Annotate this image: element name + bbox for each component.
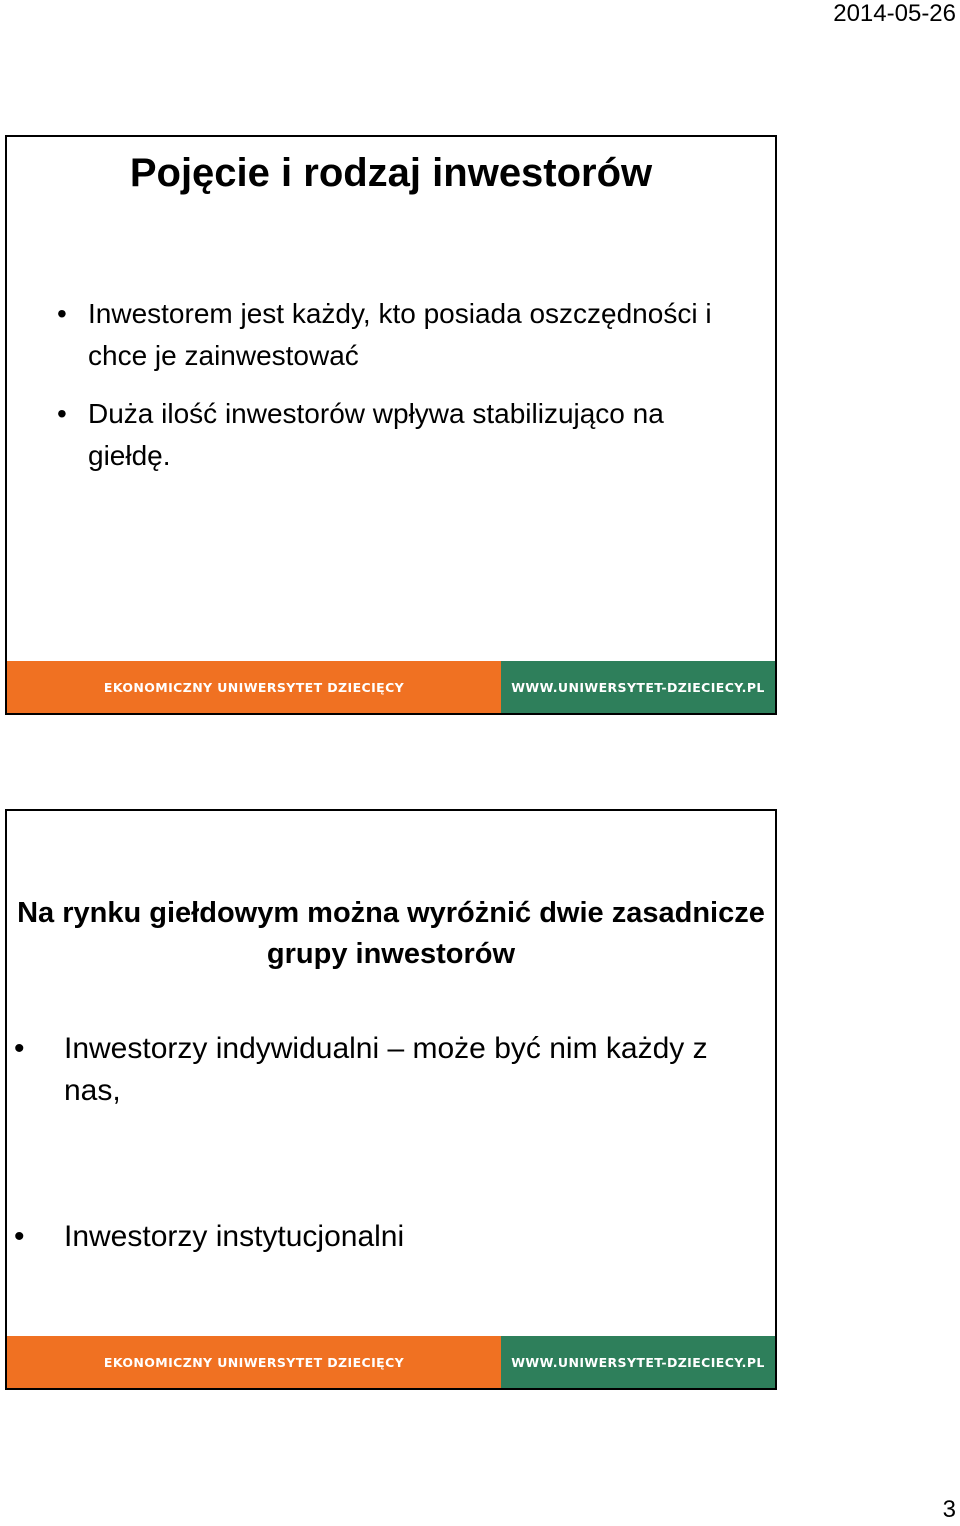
bullet-icon: • bbox=[57, 298, 67, 329]
bullet-list bbox=[7, 1028, 775, 1258]
bullet-item bbox=[7, 293, 775, 377]
slide-1 bbox=[5, 135, 777, 715]
slide-2 bbox=[5, 809, 777, 1390]
slide-footer bbox=[7, 661, 775, 713]
footer-left-bar bbox=[7, 1336, 501, 1388]
bullet-text: Inwestorzy instytucjonalni bbox=[64, 1220, 405, 1253]
footer-right-bar bbox=[501, 661, 775, 713]
page-date: 2014-05-26 bbox=[833, 0, 956, 27]
bullet-item bbox=[7, 1028, 775, 1112]
slide-title: Na rynku giełdowym można wyróżnić dwie zasadnicze grupy inwestorów bbox=[17, 897, 765, 970]
bullet-text: Duża ilość inwestorów wpływa stabilizująco na giełdę. bbox=[88, 398, 664, 471]
footer-university-name: EKONOMICZNY UNIWERSYTET DZIECIĘCY bbox=[103, 1354, 405, 1370]
bullet-icon: • bbox=[14, 1032, 25, 1065]
footer-right-bar bbox=[501, 1336, 775, 1388]
footer-university-name: EKONOMICZNY UNIWERSYTET DZIECIĘCY bbox=[103, 679, 405, 695]
bullet-item bbox=[7, 393, 775, 477]
footer-website: WWW.UNIWERSYTET-DZIECIECY.PL bbox=[511, 1354, 765, 1370]
bullet-list bbox=[7, 293, 775, 493]
footer-website: WWW.UNIWERSYTET-DZIECIECY.PL bbox=[511, 679, 765, 695]
slide-title: Pojęcie i rodzaj inwestorów bbox=[129, 151, 653, 195]
slide-footer bbox=[7, 1336, 775, 1388]
bullet-text: Inwestorzy indywidualni – może być nim każdy z nas, bbox=[64, 1032, 708, 1107]
bullet-icon: • bbox=[14, 1220, 25, 1253]
footer-left-bar bbox=[7, 661, 501, 713]
bullet-text: Inwestorem jest każdy, kto posiada oszczędności i chce je zainwestować bbox=[88, 298, 712, 371]
page-number: 3 bbox=[942, 1496, 956, 1523]
bullet-item bbox=[7, 1216, 775, 1258]
bullet-icon: • bbox=[57, 398, 67, 429]
